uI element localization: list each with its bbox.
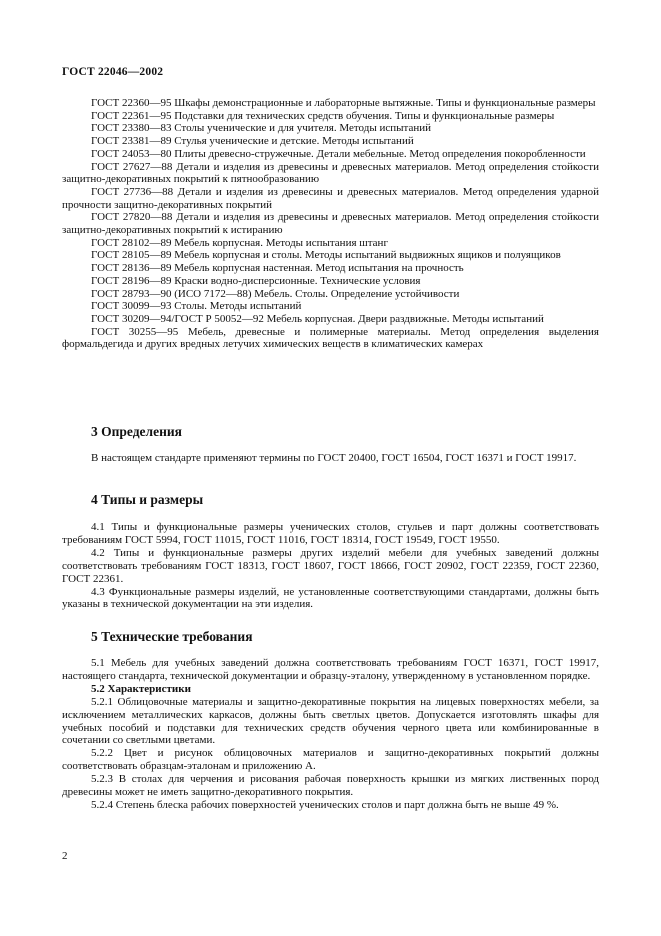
- reference-item: ГОСТ 23380—83 Столы ученические и для учителя. Методы испытаний: [91, 122, 432, 135]
- paragraph: 5.2.2 Цвет и рисунок облицовочных материалов и защитно-декоративных покрытий должны соответствовать образцам-эталонам и приложению А.: [62, 747, 599, 773]
- reference-item: ГОСТ 27820—88 Детали и изделия из древесины и древесных материалов. Метод определения стойкости защитно-декоративных покрытий к истиранию: [62, 211, 599, 237]
- reference-item: ГОСТ 28102—89 Мебель корпусная. Методы испытания штанг: [91, 236, 388, 249]
- paragraph: 5.2.3 В столах для черчения и рисования рабочая поверхность крышки из мягких лиственных пород древесины может не иметь защитно-декоративного покрытия.: [62, 773, 599, 799]
- reference-item: ГОСТ 28136—89 Мебель корпусная настенная. Метод испытания на прочность: [91, 262, 464, 275]
- reference-item: ГОСТ 30099—93 Столы. Методы испытаний: [91, 300, 302, 313]
- reference-item: ГОСТ 30255—95 Мебель, древесные и полимерные материалы. Метод определения выделения формальдегида и других вредных летучих химических веществ в климатических камерах: [62, 325, 599, 351]
- reference-item: ГОСТ 30209—94/ГОСТ Р 50052—92 Мебель корпусная. Двери раздвижные. Методы испытаний: [91, 312, 544, 325]
- section-definitions: [62, 424, 599, 465]
- reference-item: ГОСТ 24053—80 Плиты древесно-стружечные. Детали мебельные. Метод определения покоробленности: [91, 147, 586, 160]
- section-heading: 5 Технические требования: [91, 629, 253, 644]
- paragraph: 4.1 Типы и функциональные размеры ученических столов, стульев и парт должны соответствовать требованиям ГОСТ 5994, ГОСТ 11015, ГОСТ 11016, ГОСТ 18314, ГОСТ 19549, ГОСТ 19550.: [62, 521, 599, 546]
- reference-item: ГОСТ 28196—89 Краски водно-дисперсионные. Технические условия: [91, 274, 421, 287]
- section-technical-requirements: [62, 629, 599, 812]
- reference-item: ГОСТ 28793—90 (ИСО 7172—88) Мебель. Столы. Определение устойчивости: [91, 287, 460, 300]
- reference-item: ГОСТ 27627—88 Детали и изделия из древесины и древесных материалов. Метод определения стойкости защитно-декоративных покрытий к пятнообразованию: [62, 160, 599, 186]
- paragraph: 5.1 Мебель для учебных заведений должна соответствовать требованиям ГОСТ 16371, ГОСТ 19917, настоящего стандарта, технической документации и образцу-эталону, утвержденному в установленном порядке.: [62, 657, 599, 682]
- reference-item: ГОСТ 22361—95 Подставки для технических средств обучения. Типы и функциональные размеры: [91, 109, 555, 122]
- section-types-and-sizes: [62, 492, 599, 611]
- paragraph: 4.3 Функциональные размеры изделий, не установленные соответствующими стандартами, должны быть указаны в технической документации на эти изделия.: [62, 585, 599, 611]
- reference-item: ГОСТ 22360—95 Шкафы демонстрационные и лабораторные вытяжные. Типы и функциональные размеры: [91, 97, 596, 109]
- reference-item: ГОСТ 28105—89 Мебель корпусная и столы. Методы испытаний выдвижных ящиков и полуящиков: [91, 249, 561, 262]
- page-number: 2: [62, 850, 68, 862]
- subsection-heading: 5.2 Характеристики: [91, 682, 191, 695]
- normative-references-list: [62, 97, 599, 351]
- paragraph: 5.2.4 Степень блеска рабочих поверхностей ученических столов и парт должна быть не выше 49 %.: [91, 798, 559, 811]
- section-heading: 4 Типы и размеры: [91, 492, 204, 507]
- paragraph: В настоящем стандарте применяют термины по ГОСТ 20400, ГОСТ 16504, ГОСТ 16371 и ГОСТ 19917.: [91, 452, 577, 464]
- section-heading: 3 Определения: [91, 424, 182, 439]
- paragraph: 5.2.1 Облицовочные материалы и защитно-декоративные покрытия на лицевых поверхностях мебели, за исключением металлических каркасов, должны быть светлых цветов. Допускается изготовлять шкафы для учебных пособий и подставки для технических средств обучения черного цвета или комбинированные в сочетании со светлыми цветами.: [62, 695, 599, 747]
- paragraph: 4.2 Типы и функциональные размеры других изделий мебели для учебных заведений должны соответствовать требованиям ГОСТ 18313, ГОСТ 18607, ГОСТ 18666, ГОСТ 20902, ГОСТ 22359, ГОСТ 22360, ГОСТ 22361.: [62, 546, 599, 585]
- document-header: ГОСТ 22046—2002: [62, 66, 164, 78]
- reference-item: ГОСТ 27736—88 Детали и изделия из древесины и древесных материалов. Метод определения ударной прочности защитно-декоративных покрытий: [62, 185, 599, 211]
- reference-item: ГОСТ 23381—89 Стулья ученические и детские. Методы испытаний: [91, 135, 414, 148]
